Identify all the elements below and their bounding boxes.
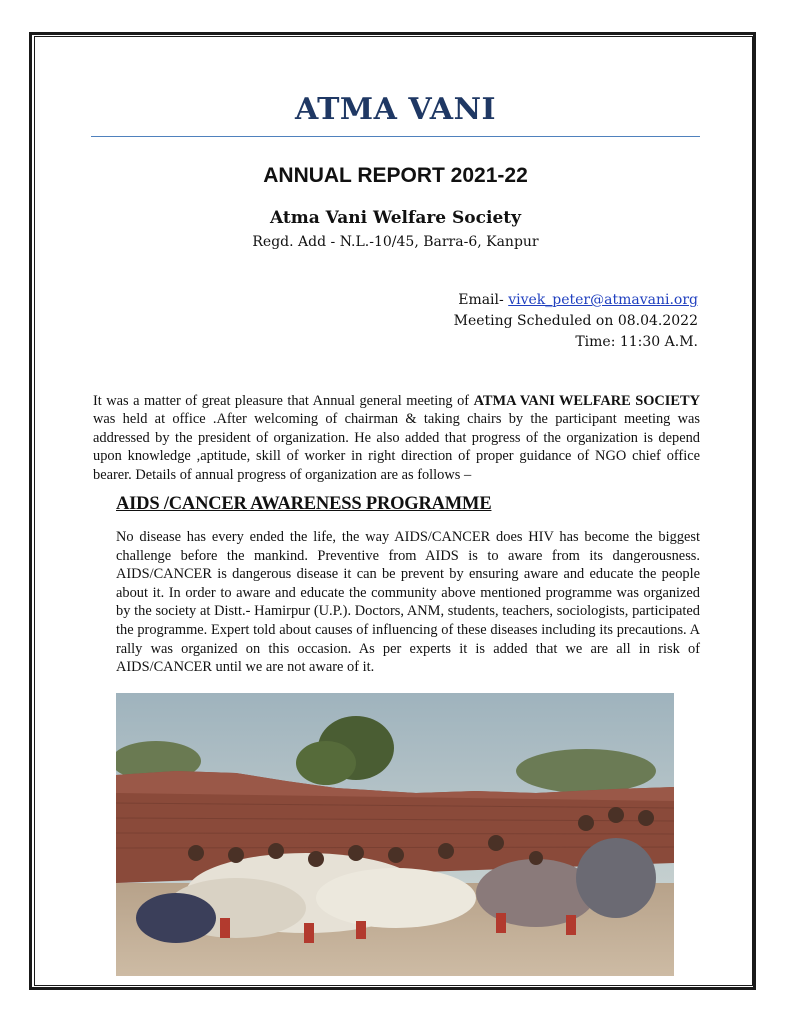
email-line	[454, 290, 698, 311]
document-title: ATMA VANI	[294, 92, 497, 127]
section-body: No disease has every ended the life, the way AIDS/CANCER does HIV has become the biggest challenge before the mankind. Preventive from AIDS is to aware from its dangerousness. AIDS/CANCER is dangerous disease it can be prevent by ensuring aware and educate the people about it. In order to aware and educate the community above mentioned programme was organized by the society at Distt.- Hamirpur (U.P.). Doctors, ANM, students, teachers, sociologists, participated the programme. Expert told about causes of influencing of these diseases including its precautions. A rally was organized on this occasion. As per experts it is added that we are all in risk of AIDS/CANCER until we are not aware of it.	[116, 529, 700, 676]
event-photo-illustration	[116, 693, 674, 976]
society-name: Atma Vani Welfare Society	[269, 208, 521, 228]
intro-text-start: It was a matter of great pleasure that Annual general meeting of	[93, 393, 474, 409]
report-heading: ANNUAL REPORT 2021-22	[263, 164, 528, 187]
intro-org-name: ATMA VANI WELFARE SOCIETY	[473, 393, 700, 409]
contact-block	[454, 290, 698, 353]
intro-text-end: was held at office .After welcoming of chairman & taking chairs by the participant meeting was addressed by the president of organization. He also added that progress of the organization is depend upon knowledge ,aptitude, skill of worker in right direction of proper guidance of NGO chief office bearer. Details of annual progress of organization are as follows –	[93, 411, 700, 483]
email-link[interactable]: vivek_peter@atmavani.org	[508, 292, 698, 308]
intro-paragraph	[93, 392, 700, 484]
registered-address: Regd. Add - N.L.-10/45, Barra-6, Kanpur	[252, 234, 539, 250]
section-heading: AIDS /CANCER AWARENESS PROGRAMME	[116, 494, 492, 514]
email-label: Email-	[458, 292, 509, 308]
event-photo	[116, 693, 674, 976]
meeting-date: Meeting Scheduled on 08.04.2022	[453, 313, 698, 329]
meeting-time: Time: 11:30 A.M.	[575, 334, 698, 350]
title-divider	[91, 136, 700, 137]
